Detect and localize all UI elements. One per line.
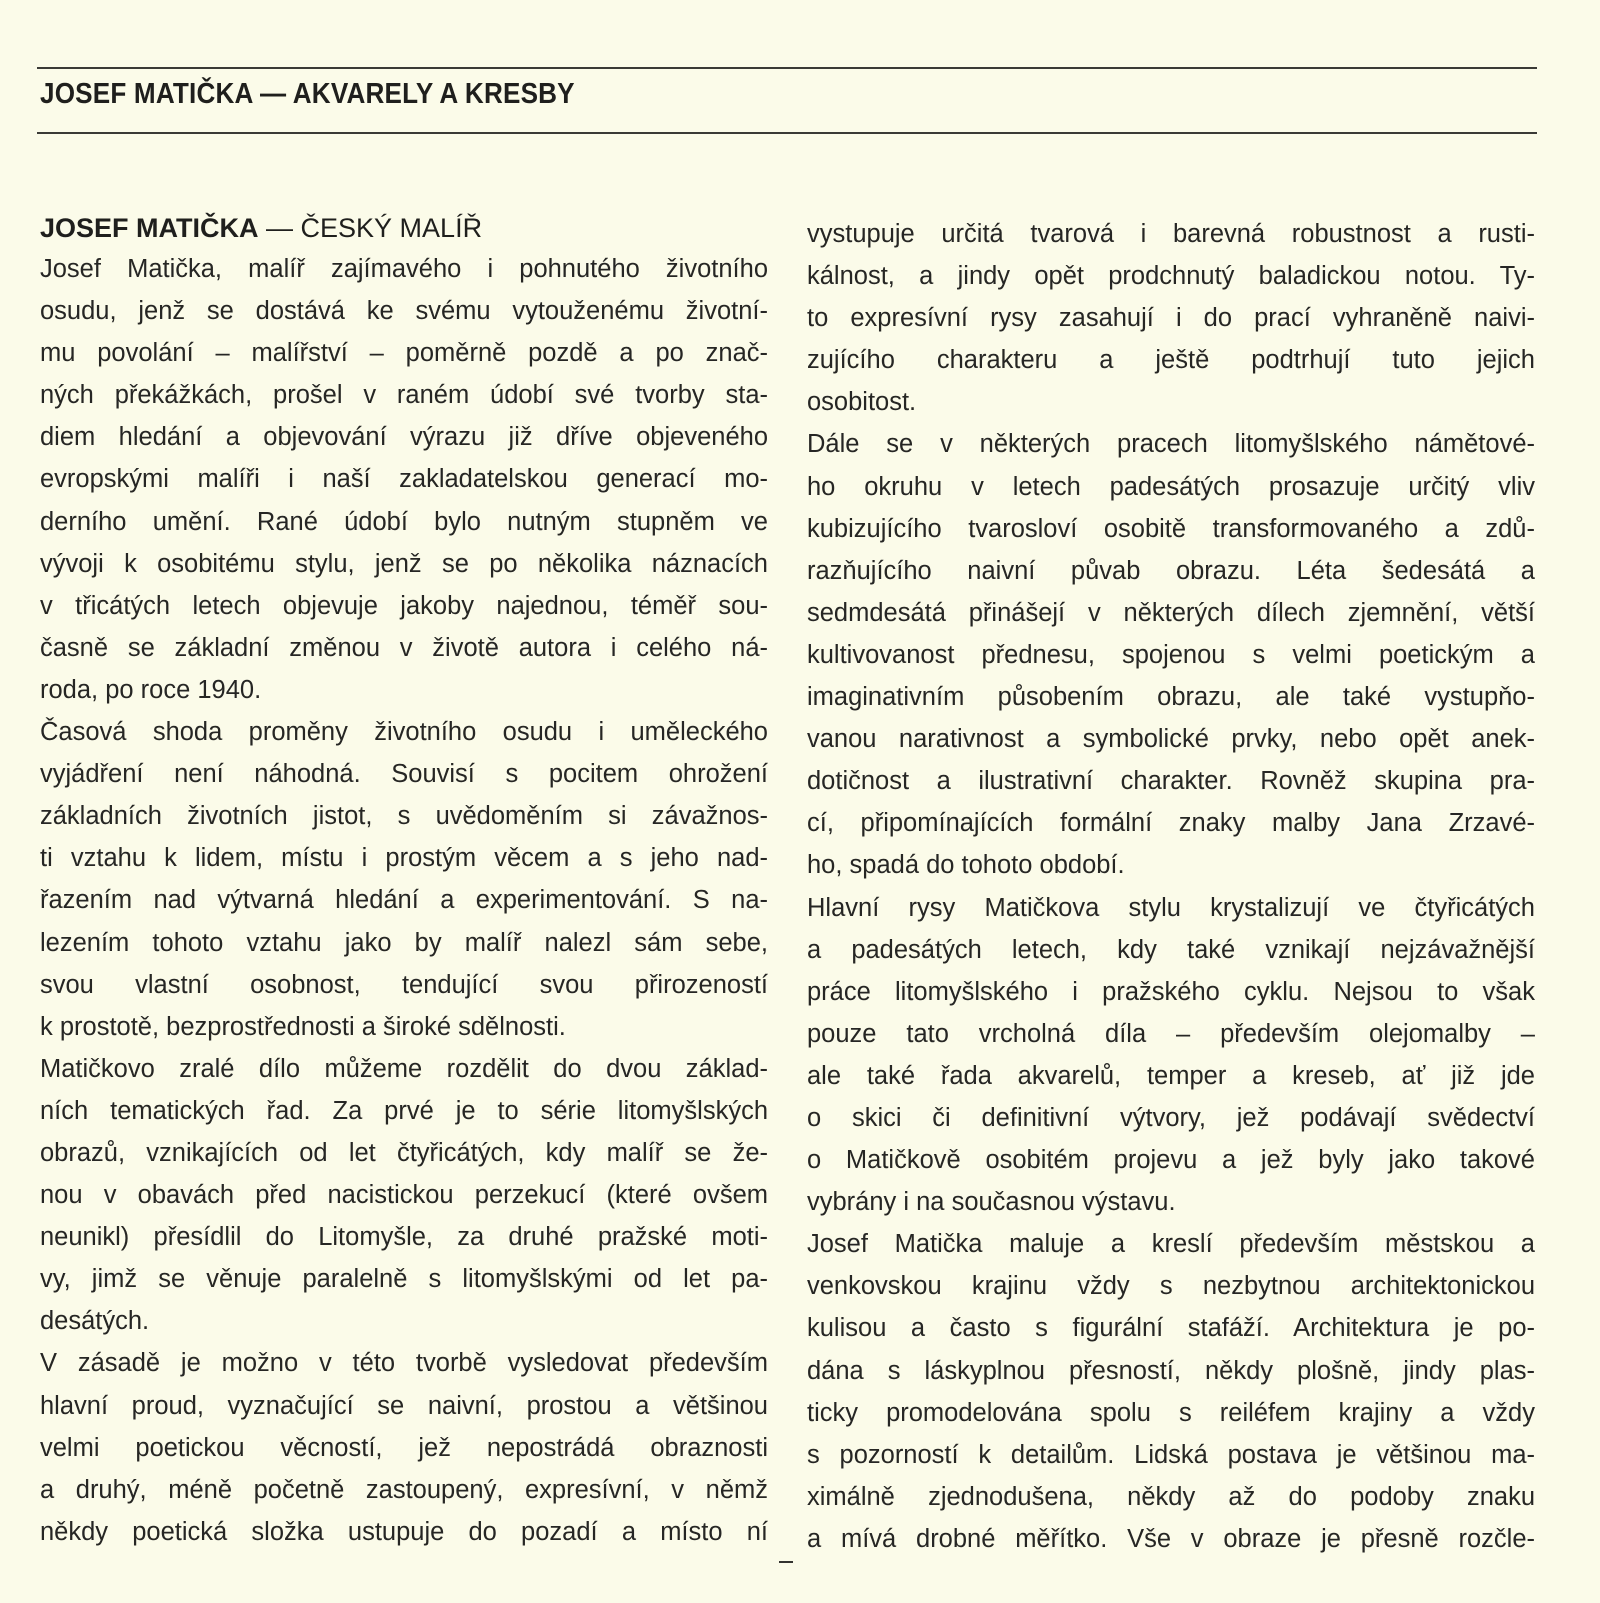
text-line: V zásadě je možno v této tvorbě vysledovat především xyxy=(40,1349,768,1378)
text-line: to expresívní rysy zasahují i do prací vyhraněně naivi- xyxy=(807,304,1535,333)
running-head: JOSEF MATIČKA — AKVARELY A KRESBY xyxy=(40,78,575,110)
text-line: práce litomyšlského i pražského cyklu. Nejsou to však xyxy=(807,977,1535,1006)
text-line: neunikl) přesídlil do Litomyšle, za druhé pražské moti- xyxy=(40,1223,768,1252)
text-line: nou v obavách před nacistickou perzekucí (které ovšem xyxy=(40,1181,768,1210)
text-line: Matičkovo zralé dílo můžeme rozdělit do dvou základ- xyxy=(40,1054,768,1083)
text-line: roda, po roce 1940. xyxy=(40,675,262,704)
text-line: a druhý, méně početně zastoupený, expresívní, v němž xyxy=(40,1475,768,1504)
text-line: a padesátých letech, kdy také vznikají nejzávažnější xyxy=(807,935,1535,964)
right-column-text xyxy=(807,213,1535,1560)
text-line: a mívá drobné měřítko. Vše v obraze je přesně rozčle- xyxy=(807,1524,1535,1553)
text-line: ale také řada akvarelů, temper a kreseb, ať již jde xyxy=(807,1061,1535,1090)
text-line: evropskými malíři i naší zakladatelskou generací mo- xyxy=(40,465,768,494)
text-line: vystupuje určitá tvarová i barevná robustnost a rusti- xyxy=(807,220,1535,248)
text-line: kálnost, a jindy opět prodchnutý baladickou notou. Ty- xyxy=(807,262,1535,291)
paragraph xyxy=(40,1342,768,1552)
text-line: o Matičkově osobitém projevu a jež byly jako takové xyxy=(807,1146,1535,1175)
text-line: vyjádření není náhodná. Souvisí s pocitem ohrožení xyxy=(40,760,768,789)
text-line: ho, spadá do tohoto období. xyxy=(807,851,1125,880)
text-line: k prostotě, bezprostřednosti a široké sdělnosti. xyxy=(40,1012,566,1041)
section-title-name: JOSEF MATIČKA xyxy=(40,213,259,243)
text-line: Josef Matička maluje a kreslí především městskou a xyxy=(807,1230,1535,1259)
column-continuation-mark xyxy=(779,1561,793,1563)
section-title xyxy=(40,208,768,248)
text-line: Dále se v některých pracech litomyšlského námětové- xyxy=(807,430,1535,459)
text-line: derního umění. Rané údobí bylo nutným stupněm ve xyxy=(40,507,768,536)
text-line: osobitost. xyxy=(807,388,917,417)
text-line: s pozorností k detailům. Lidská postava je většinou ma- xyxy=(807,1440,1535,1469)
header-rule-bottom xyxy=(37,132,1537,134)
paragraph xyxy=(40,248,768,711)
text-line: venkovskou krajinu vždy s nezbytnou architektonickou xyxy=(807,1272,1535,1301)
text-line: velmi poetickou věcností, jež nepostrádá obraznosti xyxy=(40,1433,768,1462)
text-line: desátých. xyxy=(40,1307,150,1336)
text-line: vývoji k osobitému stylu, jenž se po několika náznacích xyxy=(40,549,768,578)
text-line: časně se základní změnou v životě autora i celého ná- xyxy=(40,633,768,662)
text-line: někdy poetická složka ustupuje do pozadí a místo ní xyxy=(40,1517,768,1546)
text-line: razňujícího naivní půvab obrazu. Léta šedesátá a xyxy=(807,556,1535,585)
paragraph xyxy=(40,711,768,1048)
text-line: kulisou a často s figurální stafáží. Architektura je po- xyxy=(807,1314,1535,1343)
text-line: imaginativním působením obrazu, ale také vystupňo- xyxy=(807,683,1535,712)
text-line: dána s láskyplnou přesností, někdy plošně, jindy plas- xyxy=(807,1356,1535,1385)
text-line: v třicátých letech objevuje jakoby najednou, téměř sou- xyxy=(40,591,768,620)
text-line: o skici či definitivní výtvory, jež podávají svědectví xyxy=(807,1103,1535,1132)
left-column xyxy=(40,208,768,1553)
text-line: ti vztahu k lidem, místu i prostým věcem a s jeho nad- xyxy=(40,844,768,873)
text-line: ních tematických řad. Za prvé je to série litomyšlských xyxy=(40,1096,768,1125)
section-title-subtitle: — ČESKÝ MALÍŘ xyxy=(258,213,483,243)
right-column xyxy=(807,213,1535,1560)
text-line: Hlavní rysy Matičkova stylu krystalizují ve čtyřicátých xyxy=(807,893,1535,922)
text-line: ných překážkách, prošel v raném údobí své tvorby sta- xyxy=(40,381,768,410)
text-line: vybrány i na současnou výstavu. xyxy=(807,1188,1176,1217)
text-line: hlavní proud, vyznačující se naivní, prostou a většinou xyxy=(40,1391,768,1420)
text-line: vy, jimž se věnuje paralelně s litomyšlskými od let pa- xyxy=(40,1265,768,1294)
text-line: sedmdesátá přinášejí v některých dílech zjemnění, větší xyxy=(807,598,1535,627)
text-line: zujícího charakteru a ještě podtrhují tuto jejich xyxy=(807,346,1535,375)
paragraph xyxy=(807,213,1535,423)
text-line: diem hledání a objevování výrazu již dříve objeveného xyxy=(40,423,768,452)
text-line: ticky promodelována spolu s reiléfem krajiny a vždy xyxy=(807,1398,1535,1427)
text-line: základních životních jistot, s uvědoměním si závažnos- xyxy=(40,802,768,831)
paragraph xyxy=(807,887,1535,1224)
text-line: dotičnost a ilustrativní charakter. Rovněž skupina pra- xyxy=(807,767,1535,796)
paragraph xyxy=(807,1223,1535,1560)
text-line: řazením nad výtvarná hledání a experimentování. S na- xyxy=(40,886,768,915)
text-line: cí, připomínajících formální znaky malby Jana Zrzavé- xyxy=(807,809,1535,838)
text-line: vanou narativnost a symbolické prvky, nebo opět anek- xyxy=(807,725,1535,754)
paragraph xyxy=(807,423,1535,886)
text-line: kultivovanost přednesu, spojenou s velmi poetickým a xyxy=(807,640,1535,669)
text-line: svou vlastní osobnost, tendující svou přirozeností xyxy=(40,970,768,999)
text-line: ho okruhu v letech padesátých prosazuje určitý vliv xyxy=(807,472,1535,501)
text-line: mu povolání – malířství – poměrně pozdě a po znač- xyxy=(40,339,768,368)
text-line: obrazů, vznikajících od let čtyřicátých, kdy malíř se že- xyxy=(40,1138,768,1167)
header-rule-top xyxy=(37,67,1537,69)
text-line: Josef Matička, malíř zajímavého i pohnutého životního xyxy=(40,255,768,283)
text-line: osudu, jenž se dostává ke svému vytouženému životní- xyxy=(40,297,768,326)
text-line: ximálně zjednodušena, někdy až do podoby znaku xyxy=(807,1482,1535,1511)
paragraph xyxy=(40,1048,768,1343)
text-line: lezením tohoto vztahu jako by malíř nalezl sám sebe, xyxy=(40,928,768,957)
left-column-text xyxy=(40,248,768,1553)
text-line: Časová shoda proměny životního osudu i uměleckého xyxy=(40,718,768,747)
text-line: kubizujícího tvarosloví osobitě transformovaného a zdů- xyxy=(807,514,1535,543)
text-line: pouze tato vrcholná díla – především olejomalby – xyxy=(807,1019,1535,1048)
